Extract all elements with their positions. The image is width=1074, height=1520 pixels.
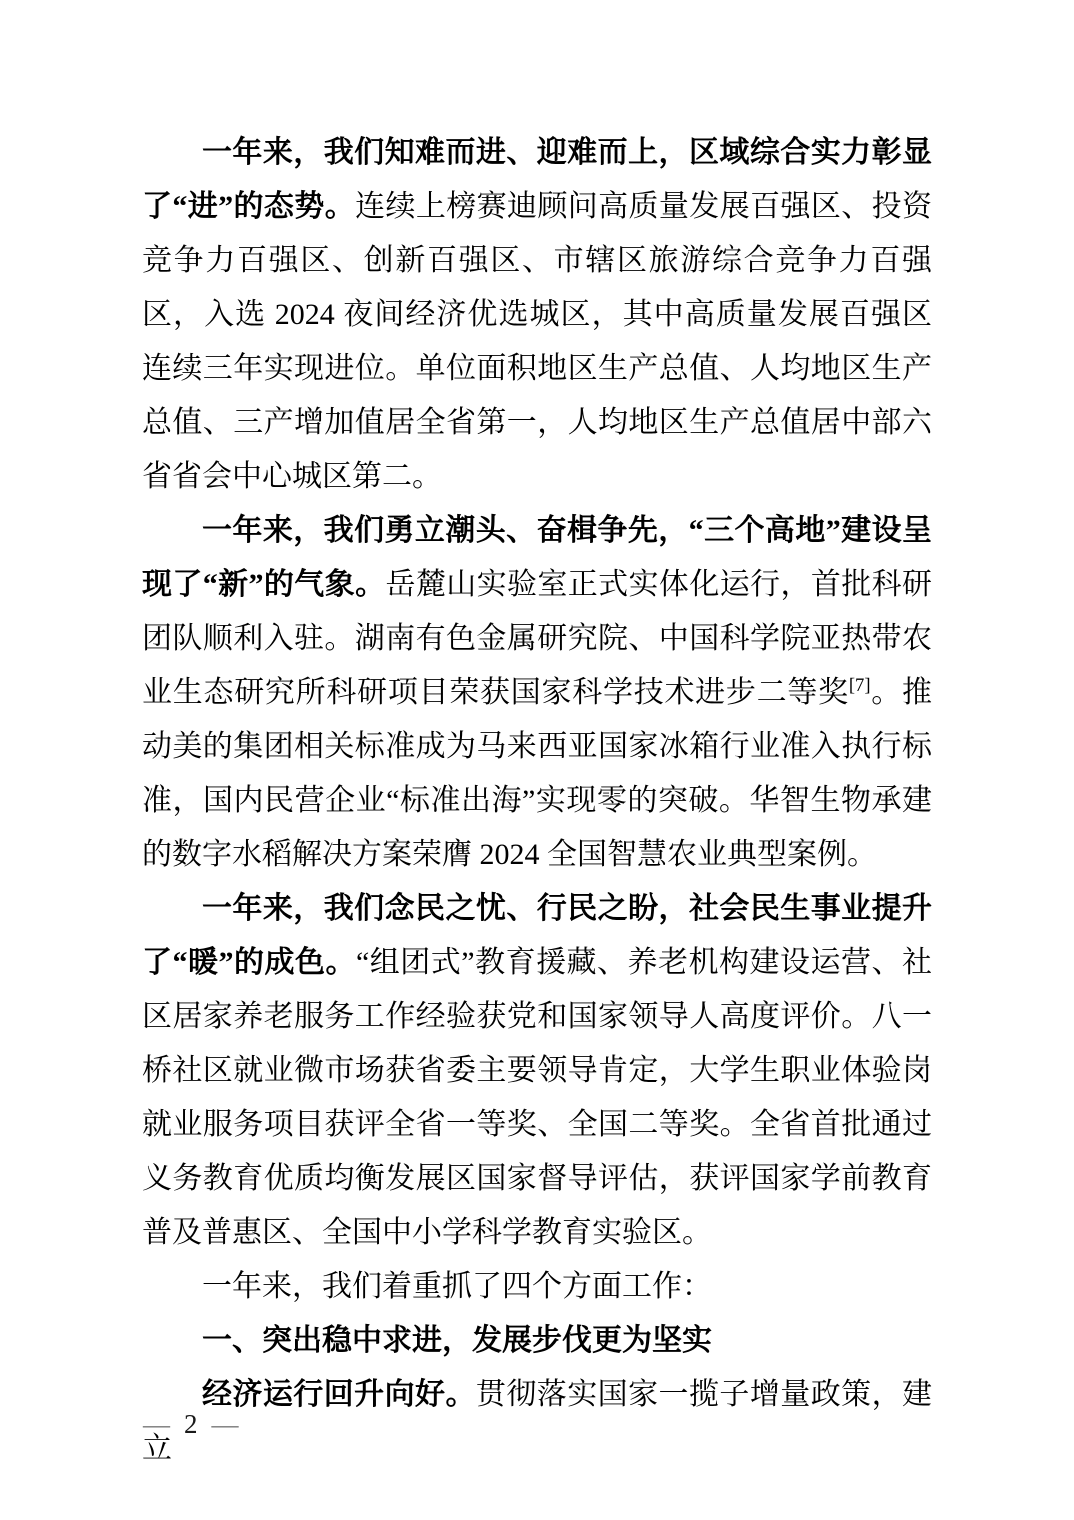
text-run: 一年来，我们勇立潮头、奋楫争先，“三个高地”建设呈现了“新”的气象。 xyxy=(142,514,932,601)
text-run: 一、突出稳中求进，发展步伐更为坚实 xyxy=(202,1324,712,1357)
text-run: 一年来，我们念民之忧、行民之盼，社会民生事业提升了“暖”的成色。 xyxy=(142,892,932,979)
text-run: 经济运行回升向好。 xyxy=(202,1378,476,1411)
text-run: 一年来，我们知难而进、迎难而上，区域综合实力彰显了“进”的态势。 xyxy=(142,136,932,223)
document-body xyxy=(142,126,932,1476)
text-run: 贯彻落实国家一揽子增量政策，建立 xyxy=(142,1378,933,1465)
text-run: 岳麓山实验室正式实体化运行，首批科研团队顺利入驻。湖南有色金属研究院、中国科学院亚热带农业生态研究所科研项目荣获国家科学技术进步二等奖 xyxy=(142,568,933,709)
footnote-reference: [7] xyxy=(848,675,871,696)
text-run: 一年来，我们着重抓了四个方面工作： xyxy=(202,1270,712,1303)
paragraph xyxy=(142,1260,932,1314)
footer-dash-left: — xyxy=(143,1409,170,1439)
section-heading xyxy=(142,1314,932,1368)
paragraph xyxy=(142,1368,932,1476)
paragraph xyxy=(142,504,932,882)
text-run: 。推动美的集团相关标准成为马来西亚国家冰箱行业准入执行标准，国内民营企业“标准出海”实现零的突破。华智生物承建的数字水稻解决方案荣膺 2024 全国智慧农业典型案例。 xyxy=(142,676,933,871)
paragraph xyxy=(142,126,932,504)
page-number: 2 xyxy=(184,1409,198,1439)
paragraph xyxy=(142,882,932,1260)
text-run: 连续上榜赛迪顾问高质量发展百强区、投资竞争力百强区、创新百强区、市辖区旅游综合竞争力百强区，入选 2024 夜间经济优选城区，其中高质量发展百强区连续三年实现进位。单位面积地区生产总值、人均地区生产总值、三产增加值居全省第一，人均地区生产总值居中部六省省会中心城区第二。 xyxy=(142,190,933,493)
footer-dash-right: — xyxy=(211,1409,239,1439)
text-run: “组团式”教育援藏、养老机构建设运营、社区居家养老服务工作经验获党和国家领导人高度评价。八一桥社区就业微市场获省委主要领导肯定，大学生职业体验岗就业服务项目获评全省一等奖、全国二等奖。全省首批通过义务教育优质均衡发展区国家督导评估，获评国家学前教育普及普惠区、全国中小学科学教育实验区。 xyxy=(142,946,933,1249)
page-footer xyxy=(143,1408,239,1440)
